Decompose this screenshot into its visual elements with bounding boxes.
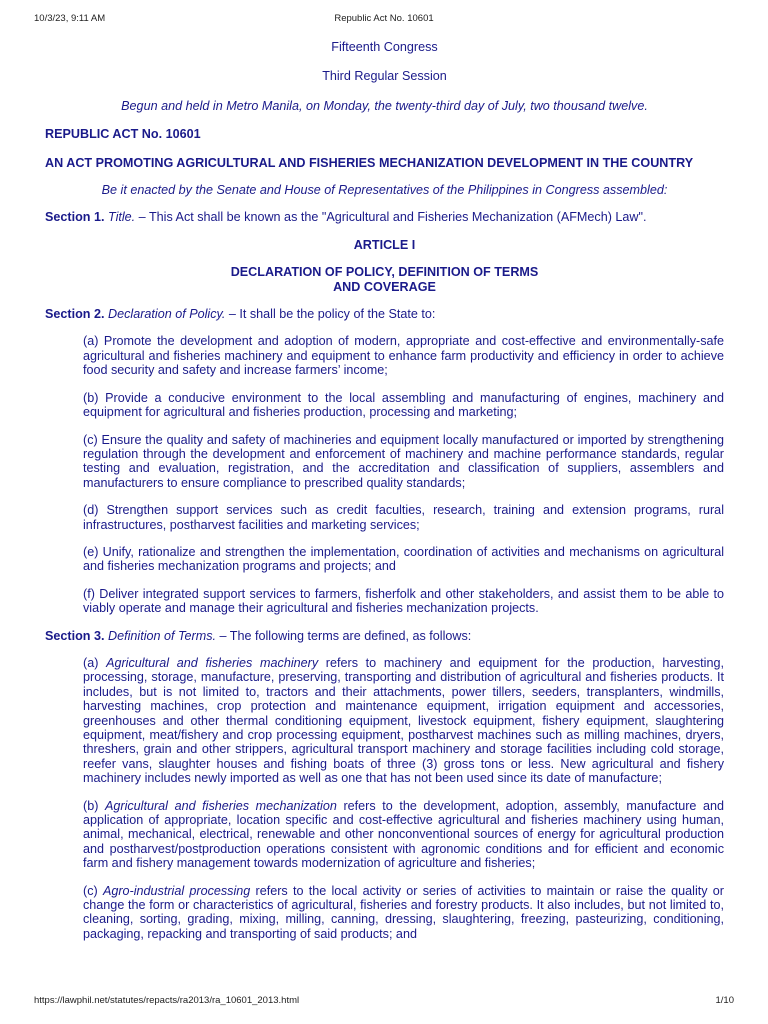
session: Third Regular Session [322, 69, 447, 84]
print-footer [0, 995, 768, 1009]
section-3-label: Section 3. [45, 628, 105, 643]
section-2-heading: Declaration of Policy. [108, 307, 226, 322]
definition-text: refers to the development, adoption, assembly, manufacture and application of appropriate, location specific and cost-effective agricultural and fisheries machinery using human, animal, mechanical, electrical, renewable and other nonconventional sources of energy for agricultural production and postharvest/postproduction operations consistent with agronomic conditions and for efficient and economic farm and fishery management towards modernization of agriculture and fisheries; [83, 798, 724, 871]
defined-term: Agro-industrial processing [102, 883, 251, 898]
section-2-label: Section 2. [45, 307, 105, 322]
section-2-item-a: (a) Promote the development and adoption of modern, appropriate and cost-effective and environmentally-safe agricultural and fisheries machinery and equipment to enhance farm productivity and efficiency in order to achieve food security and safety and increase farmers’ income; [83, 334, 724, 378]
item-prefix: (b) [83, 798, 105, 813]
item-prefix: (c) [83, 883, 103, 898]
defined-term: Agricultural and fisheries machinery [106, 655, 319, 670]
section-3-text: – The following terms are defined, as follows: [216, 628, 472, 643]
print-url: https://lawphil.net/statutes/repacts/ra2013/ra_10601_2013.html [34, 995, 300, 1006]
section-2-text: – It shall be the policy of the State to: [225, 307, 436, 322]
section-2-item-e: (e) Unify, rationalize and strengthen the implementation, coordination of activities and mechanisms on agricultural and fisheries mechanization programs and projects; and [83, 544, 724, 574]
section-1 [45, 210, 724, 224]
enacting-clause: Be it enacted by the Senate and House of Representatives of the Philippines in Congress assembled: [101, 183, 668, 198]
act-title: AN ACT PROMOTING AGRICULTURAL AND FISHERIES MECHANIZATION DEVELOPMENT IN THE COUNTRY [45, 155, 694, 170]
section-3-item-c [45, 884, 724, 942]
article-title-line-2: AND COVERAGE [333, 279, 436, 294]
act-number: REPUBLIC ACT No. 10601 [45, 127, 201, 142]
section-2-item-d: (d) Strengthen support services such as credit faculties, research, training and extension programs, rural infrastructures, postharvest facilities and marketing services; [83, 503, 724, 532]
section-1-text: – This Act shall be known as the "Agricultural and Fisheries Mechanization (AFMech) Law". [135, 210, 647, 225]
section-2 [45, 307, 724, 321]
section-2-item-b: (b) Provide a conducive environment to the local assembling and manufacturing of engines, machinery and equipment for agricultural and fisheries production, processing and marketing; [83, 390, 724, 420]
print-header [0, 13, 768, 27]
section-1-label: Section 1. [45, 210, 105, 225]
begun-clause: Begun and held in Metro Manila, on Monday, the twenty-third day of July, two thousand twelve. [121, 98, 648, 113]
print-datetime: 10/3/23, 9:11 AM [34, 13, 106, 24]
print-title: Republic Act No. 10601 [334, 13, 434, 24]
section-3-heading: Definition of Terms. [108, 628, 217, 643]
article-title-line-1: DECLARATION OF POLICY, DEFINITION OF TERMS [230, 265, 539, 280]
section-3-item-a [45, 656, 724, 786]
document-body [45, 40, 724, 941]
section-1-heading: Title. [108, 210, 136, 225]
congress: Fifteenth Congress [331, 40, 438, 54]
section-2-item-c: (c) Ensure the quality and safety of machineries and equipment locally manufactured or imported by strengthening regulation through the development and enforcement of machinery and machine performance standards, regular testing and evaluation, registration, and the accreditation and classification of suppliers, assemblers and manufacturers to ensure compliance to prescribed quality standards; [83, 432, 724, 490]
section-2-item-f: (f) Deliver integrated support services to farmers, fisherfolk and other stakeholders, and assist them to be able to viably operate and manage their agricultural and fisheries mechanization projects. [83, 586, 724, 616]
defined-term: Agricultural and fisheries mechanization [104, 798, 337, 813]
definition-text: refers to the local activity or series of activities to maintain or raise the quality or change the form or characteristics of agricultural, fisheries and forestry products. It also includes, but not limited to, cleaning, sorting, grading, mixing, milling, canning, dressing, slaughtering, freezing, pasteurizing, conditioning, packaging, repacking and transporting of said products; and [83, 883, 724, 941]
section-3 [45, 629, 724, 643]
item-prefix: (a) [83, 655, 107, 670]
article-heading: ARTICLE I [353, 237, 416, 252]
section-3-item-b [45, 799, 724, 871]
definition-text: refers to machinery and equipment for the production, harvesting, processing, storage, manufacture, preserving, transporting and distribution of agricultural and fisheries products. It includes, but is not limited to, tractors and their attachments, power tillers, seeders, transplanters, windmills, harvesting machines, crop protection and maintenance equipment, irrigation equipment and accessories, greenhouses and other thermal conditioning equipment, livestock equipment, fishery equipment, slaughtering equipment, meat/fishery and crop processing equipment, postharvest machines such as milling machines, dryers, threshers, grain and other strippers, agricultural transport machinery and storage facilities including cold storage, reefer vans, slaughter houses and fishing boats of three (3) gross tons or less. New agricultural and fishery machinery includes newly imported as well as one that has not been used since its date of manufacture; [83, 655, 724, 786]
print-page-number: 1/10 [715, 995, 734, 1006]
